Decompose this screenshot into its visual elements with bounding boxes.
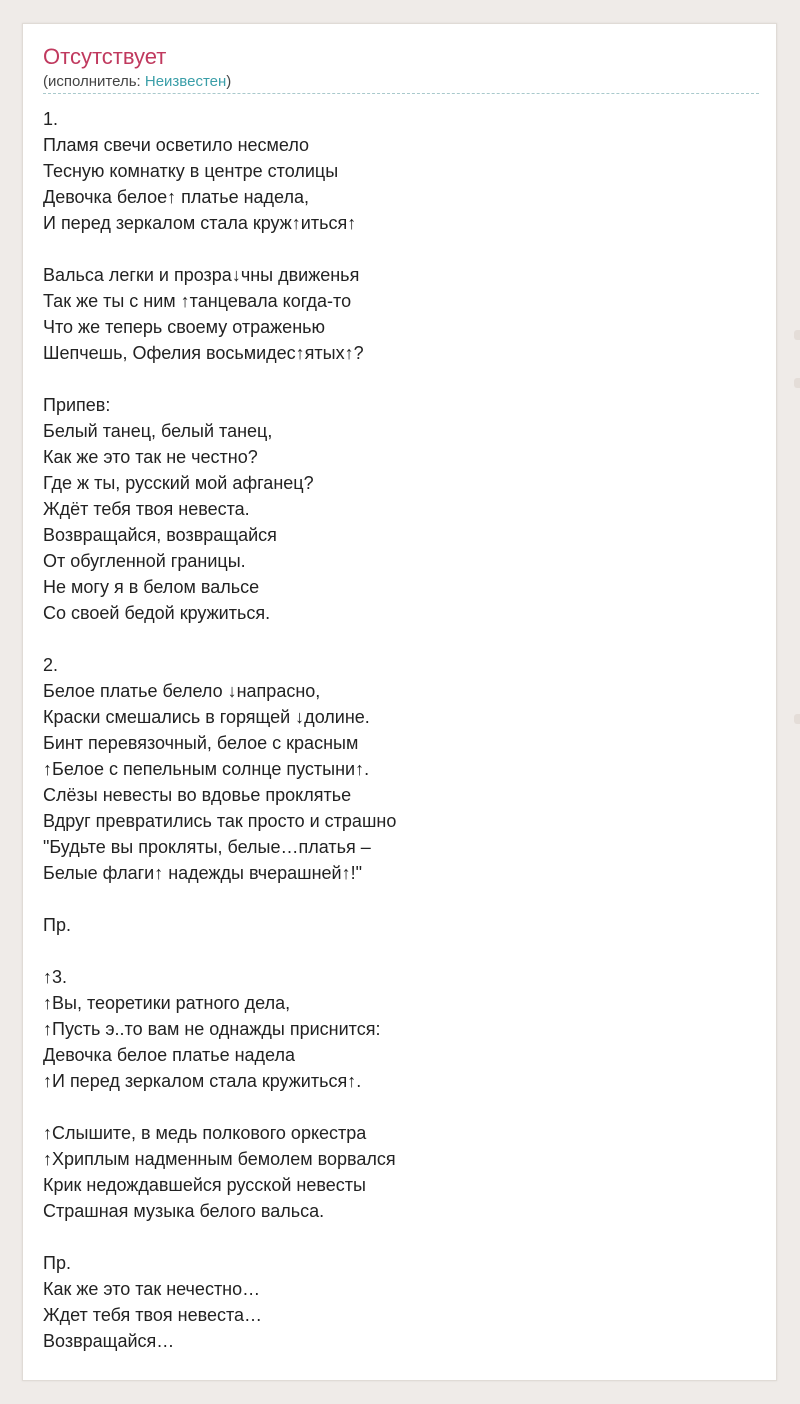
byline-suffix: ) [226,73,232,90]
byline-prefix: (исполнитель: [43,73,145,90]
lyrics-card [22,23,777,1381]
page-edge-mark [794,714,800,724]
page-edge-mark [794,378,800,388]
artist-link[interactable]: Неизвестен [144,73,227,90]
page-edge-mark [794,330,800,340]
lyrics-text: 1. Пламя свечи осветило несмело Тесную комнатку в центре столицы Девочка белое↑ платье надела, И перед зеркалом стала круж↑иться↑ Вальса легки и прозра↓чны движенья Так же ты с ним ↑танцевала когда-то Что же теперь своему отраженью Шепчешь, Офелия восьмидес↑ятых↑? Припев: Белый танец, белый танец, Как же это так не честно? Где ж ты, русский мой афганец? Ждёт тебя твоя невеста. Возвращайся, возвращайся От обугленной границы. Не могу я в белом вальсе Со своей бедой кружиться. 2. Белое платье белело ↓напрасно, Краски смешались в горящей ↓долине. Бинт перевязочный, белое с красным ↑Белое с пепельным солнце пустыни↑. Слёзы невесты во вдовье проклятье Вдруг превратились так просто и страшно "Будьте вы прокляты, белые…платья – Белые флаги↑ надежды вчерашней↑!" Пр. ↑3. ↑Вы, теоретики ратного дела, ↑Пусть э..то вам не однажды приснится: Девочка белое платье надела ↑И перед зеркалом стала кружиться↑. ↑Слышите, в медь полкового оркестра ↑Хриплым надменным бемолем ворвался Крик недождавшейся русской невесты Страшная музыка белого вальса. Пр. Как же это так нечестно… Ждет тебя твоя невеста… Возвращайся… [43,109,397,1351]
song-title: Отсутствует [43,44,167,69]
title-divider [43,93,759,94]
artist-byline [43,73,231,91]
